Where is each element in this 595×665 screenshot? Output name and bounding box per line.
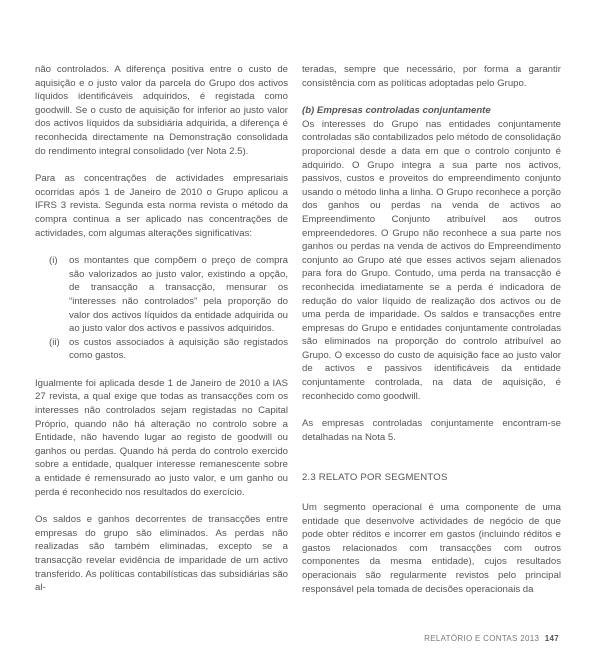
right-paragraph-1: teradas, sempre que necessário, por forma a garantir consistência com as políticas adoptadas pelo Grupo. [302, 64, 561, 89]
left-column [35, 63, 288, 595]
page-number: 147 [544, 634, 559, 643]
section-heading: 2.3 RELATO POR SEGMENTOS [302, 472, 448, 484]
subsection-heading: (b) Empresas controladas conjuntamente [302, 105, 491, 117]
left-paragraph-1: não controlados. A diferença positiva entre o custo de aquisição e o justo valor da parcela do Grupo dos activos líquidos identificáveis adquiridos, é registada como goodwill. Se o custo de aquisição for inferior ao justo valor dos activos líquidos da subsidiária adquirida, a diferença é reconhecida directamente na Demonstração consolidada do rendimento integral consolidado (ver Nota 2.5). [35, 64, 288, 157]
left-paragraph-3: Igualmente foi aplicada desde 1 de Janeiro de 2010 a IAS 27 revista, a qual exige que todas as transacções com os interesses não controlados sejam registadas no Capital Próprio, quando não há alteração no controlo sobre a Entidade, não havendo lugar ao registo de goodwill ou ganhos ou perdas. Quando há perda do controlo exercido sobre a entidade, qualquer interesse remanescente sobre a entidade é remensurado ao justo valor, e um ganho ou perda é reconhecido nos resultados do exercício. [35, 377, 288, 498]
right-paragraph-4: Um segmento operacional é uma componente de uma entidade que desenvolve actividades de negócio de que pode obter réditos e incorrer em gastos (incluindo réditos e gastos relacionados com transacções com outros componentes da mesma entidade), cujos resultados operacionais são regularmente revistos pelo principal responsável pela tomada de decisões operacionais da [302, 502, 561, 595]
right-column [302, 63, 561, 596]
page-footer [424, 634, 559, 643]
left-paragraph-2: Para as concentrações de actividades empresariais ocorridas após 1 de Janeiro de 2010 o Grupo aplicou a IFRS 3 revista. Segunda esta norma revista o método da compra continua a ser aplicado nas concentrações de actividades, com algumas alterações significativas: [35, 173, 288, 239]
list-item-number: (ii) [49, 336, 60, 348]
right-paragraph-2: Os interesses do Grupo nas entidades conjuntamente controladas são contabilizados pelo método de consolidação proporcional desde a data em que o controlo conjunto é adquirido. O Grupo integra a sua parte nos activos, passivos, custos e proveitos do empreendimento conjunto usando o método linha a linha. O Grupo reconhece a porção dos ganhos ou perdas na venda de activos ao Empreendimento Conjunto atribuível aos outros empreendedores. O Grupo não reconhece a sua parte nos ganhos ou perdas na venda de activos do Empreendimento conjunto ao Grupo até que esses activos sejam alienados para fora do Grupo. Contudo, uma perda na transacção é reconhecida imediatamente se a perda é indicadora de redução do valor líquido de realização dos activos ou de uma perda de imparidade. Os saldos e transacções entre empresas do Grupo e entidades conjuntamente controladas são eliminados na proporção do controlo atribuível ao Grupo. O excesso do custo de aquisição face ao justo valor de activos e passivos identificáveis da entidade conjuntamente controlada, na data de aquisição, é reconhecido como goodwill. [302, 118, 561, 402]
left-paragraph-4: Os saldos e ganhos decorrentes de transacções entre empresas do grupo são eliminados. As perdas não realizadas são também eliminadas, excepto se a transacção revelar evidência de imparidade de um activo transferido. As políticas contabilísticas das subsidiárias são al- [35, 514, 288, 594]
alteracoes-list [35, 254, 288, 363]
report-title: RELATÓRIO E CONTAS 2013 [424, 634, 540, 643]
list-item-text: os custos associados à aquisição são registados como gastos. [69, 336, 288, 362]
list-item-number: (i) [49, 255, 58, 267]
list-item-text: os montantes que compõem o preço de compra são valorizados ao justo valor, existindo a opção, de transacção a transacção, mensurar os “interesses não controlados” pela proporção do valor dos activos líquidos da entidade adquirida ou ao justo valor dos activos e passivos adquiridos. [69, 255, 288, 335]
right-paragraph-3: As empresas controladas conjuntamente encontram-se detalhadas na Nota 5. [302, 418, 561, 443]
list-item [35, 336, 288, 363]
list-item [35, 254, 288, 336]
